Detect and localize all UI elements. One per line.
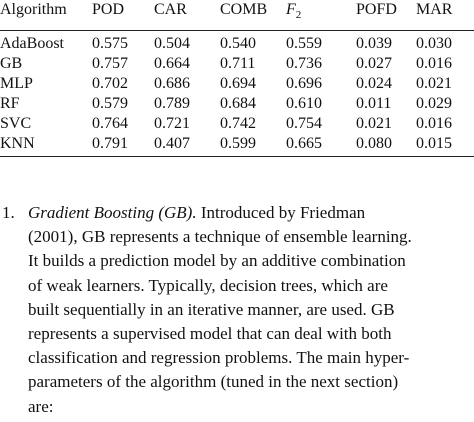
cell-f2: 0.610 (286, 95, 322, 112)
cell-comb: 0.684 (220, 95, 256, 112)
paragraph-line (28, 201, 365, 225)
cell-car: 0.504 (154, 35, 190, 52)
table-row (0, 74, 474, 94)
cell-comb: 0.540 (220, 35, 256, 52)
header-mar: MAR (416, 0, 474, 31)
cell-comb: 0.711 (220, 55, 256, 72)
cell-mar: 0.030 (416, 35, 452, 52)
paragraph-line: classification and regression problems. The main hyper- (28, 348, 410, 368)
header-f2-subscript: 2 (295, 9, 302, 22)
cell-pofd: 0.039 (356, 35, 392, 52)
cell-pod: 0.791 (92, 134, 154, 157)
cell-pod: 0.579 (92, 95, 128, 112)
header-pod: POD (92, 0, 154, 31)
cell-comb: 0.599 (220, 134, 286, 157)
cell-car: 0.789 (154, 95, 190, 112)
cell-pofd: 0.021 (356, 115, 392, 132)
paragraph-line: represents a supervised model that can deal with both (28, 324, 392, 343)
cell-pod: 0.575 (92, 35, 128, 52)
cell-f2: 0.696 (286, 75, 322, 92)
header-algorithm: Algorithm (0, 0, 92, 31)
cell-pofd: 0.011 (356, 95, 392, 112)
cell-mar: 0.029 (416, 95, 452, 112)
cell-pod: 0.764 (92, 115, 128, 132)
cell-car: 0.721 (154, 115, 190, 132)
cell-car: 0.664 (154, 55, 190, 72)
cell-f2: 0.754 (286, 115, 322, 132)
cell-mar: 0.016 (416, 55, 452, 72)
paragraph-line: (2001), GB represents a technique of ensemble learning. (28, 227, 412, 247)
cell-mar: 0.021 (416, 75, 452, 92)
cell-pofd: 0.027 (356, 55, 392, 72)
list-number: 1. (2, 203, 15, 222)
cell-mar: 0.015 (416, 134, 474, 157)
paragraph-line-text: Introduced by Friedman (196, 203, 366, 222)
cell-pofd: 0.024 (356, 75, 392, 92)
cell-algorithm: RF (0, 95, 20, 112)
header-f2 (286, 0, 356, 31)
table-row (0, 54, 474, 74)
table-header-row (0, 0, 474, 31)
paragraph-line: parameters of the algorithm (tuned in the next section) (28, 372, 399, 392)
paragraph-line: built sequentially in an iterative manner, are used. GB (28, 299, 395, 319)
cell-algorithm: KNN (0, 134, 92, 157)
table-row (0, 134, 474, 157)
table-row (0, 114, 474, 134)
cell-pod: 0.757 (92, 55, 128, 72)
cell-car: 0.686 (154, 75, 190, 92)
cell-pod: 0.702 (92, 75, 128, 92)
cell-car: 0.407 (154, 134, 220, 157)
paragraph-line: of weak learners. Typically, decision trees, which are (28, 275, 388, 295)
paragraph-line: are: (28, 396, 54, 416)
cell-algorithm: SVC (0, 115, 32, 132)
cell-mar: 0.016 (416, 115, 452, 132)
cell-pofd: 0.080 (356, 134, 416, 157)
cell-f2: 0.559 (286, 35, 322, 52)
header-f2-symbol: F (286, 1, 296, 18)
cell-algorithm: GB (0, 55, 23, 72)
table-row (0, 31, 474, 55)
cell-algorithm: MLP (0, 75, 33, 92)
cell-f2: 0.736 (286, 55, 322, 72)
cell-f2: 0.665 (286, 134, 356, 157)
cell-algorithm: AdaBoost (0, 35, 64, 52)
paragraph-title: Gradient Boosting (GB). (28, 203, 197, 222)
header-pofd: POFD (356, 0, 416, 31)
paragraph-line: It builds a prediction model by an additive combination (28, 251, 406, 271)
cell-comb: 0.742 (220, 115, 256, 132)
results-table (0, 0, 474, 157)
cell-comb: 0.694 (220, 75, 256, 92)
header-comb: COMB (220, 0, 286, 31)
header-car: CAR (154, 0, 220, 31)
table-row (0, 94, 474, 114)
